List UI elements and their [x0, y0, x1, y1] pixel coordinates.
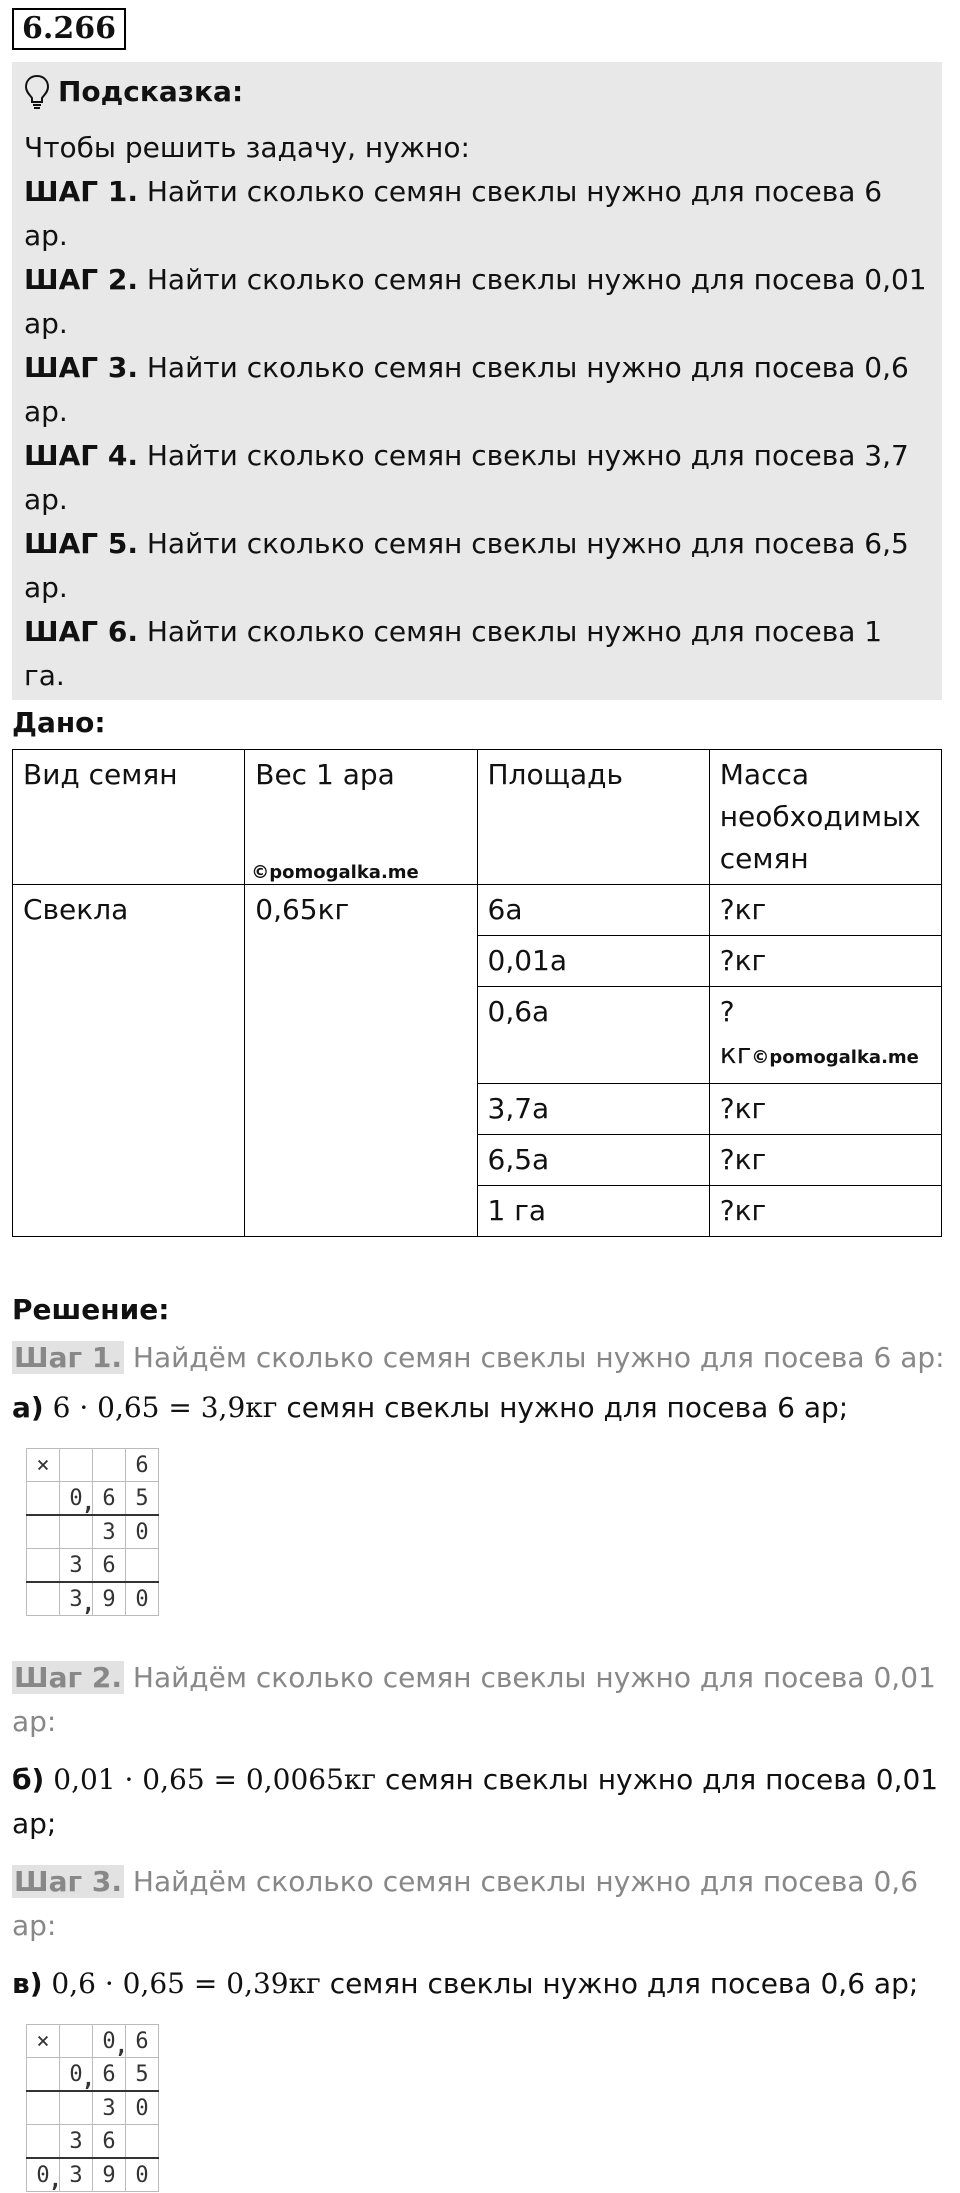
- formula-math: 0,6 · 0,65 = 0,39кг: [51, 1967, 321, 2000]
- calc-cell: 0: [126, 1515, 159, 1549]
- watermark: ©pomogalka.me: [751, 1047, 919, 1068]
- calc-cell: [27, 1515, 60, 1549]
- mass-cell: ?кг: [709, 936, 941, 987]
- calc-row: [27, 1515, 159, 1549]
- formula-math: 0,01 · 0,65 = 0,0065кг: [53, 1763, 377, 1796]
- formula-letter: а): [12, 1391, 44, 1424]
- solution-step-1-formula: [12, 1386, 948, 1430]
- area-cell: 6,5а: [477, 1135, 709, 1186]
- calc-cell: 3 ,: [60, 1582, 93, 1616]
- calc-cell: 6: [126, 2025, 159, 2058]
- calc-cell: 3: [60, 2125, 93, 2159]
- calc-cell: [27, 2058, 60, 2092]
- calc-cell: 6: [93, 1482, 126, 1516]
- area-cell: 0,6а: [477, 987, 709, 1084]
- formula-text: семян свеклы нужно для посева 6 ар;: [286, 1391, 849, 1424]
- header-mass: Масса необходимых семян: [709, 750, 941, 885]
- column-multiplication-2: [26, 2024, 159, 2192]
- given-label: Дано:: [12, 706, 106, 739]
- lightbulb-icon: [24, 74, 50, 110]
- formula-math: 6 · 0,65 = 3,9кг: [52, 1391, 278, 1424]
- calc-row: [27, 2125, 159, 2159]
- area-cell: 6а: [477, 885, 709, 936]
- seed-cell: Свекла: [13, 885, 245, 1237]
- given-table: [12, 749, 942, 1237]
- decimal-comma: ,: [81, 1592, 95, 1617]
- step-tag: Шаг 3.: [14, 1865, 122, 1898]
- header-weight-text: Вес 1 ара: [255, 758, 395, 791]
- solution-step-2-heading: [12, 1656, 948, 1744]
- calc-cell: 0 ,: [93, 2025, 126, 2058]
- header-weight: [245, 750, 477, 885]
- hint-intro: Чтобы решить задачу, нужно:: [24, 131, 470, 164]
- hint-step-2: ШАГ 2. Найти сколько семян свеклы нужно для посева 0,01 ар.: [24, 263, 927, 340]
- calc-cell: [60, 1515, 93, 1549]
- mass-cell: [709, 987, 941, 1084]
- calc-row: [27, 2058, 159, 2092]
- hint-title: [24, 70, 930, 114]
- watermark: ©pomogalka.me: [251, 862, 419, 883]
- column-multiplication-1: [26, 1448, 159, 1616]
- hint-step-6: ШАГ 6. Найти сколько семян свеклы нужно для посева 1 га.: [24, 615, 883, 692]
- hint-title-text: Подсказка:: [58, 75, 244, 108]
- calc-cell: 6: [93, 2125, 126, 2159]
- calc-row: [27, 1549, 159, 1583]
- calc-cell: 0: [126, 1582, 159, 1616]
- step-tag: Шаг 2.: [14, 1661, 122, 1694]
- mass-cell: ?кг: [709, 885, 941, 936]
- step-text: Найдём сколько семян свеклы нужно для посева 0,6 ар:: [12, 1865, 919, 1942]
- calc-cell: [27, 1582, 60, 1616]
- mass-value: ?кг: [719, 995, 752, 1070]
- solution-label: Решение:: [12, 1293, 170, 1326]
- calc-cell: [60, 1449, 93, 1482]
- formula-letter: б): [12, 1763, 45, 1796]
- calc-cell: 9: [93, 1582, 126, 1616]
- mass-cell: ?кг: [709, 1135, 941, 1186]
- calc-row: [27, 2025, 159, 2058]
- decimal-comma: ,: [81, 2067, 95, 2092]
- calc-row: [27, 2158, 159, 2192]
- calc-cell: [126, 1549, 159, 1583]
- decimal-comma: ,: [81, 1491, 95, 1516]
- area-cell: 1 га: [477, 1186, 709, 1237]
- calc-cell: 5: [126, 1482, 159, 1516]
- calc-cell: 3: [60, 2158, 93, 2192]
- step-text: Найдём сколько семян свеклы нужно для посева 6 ар:: [132, 1341, 945, 1374]
- calc-cell: 9: [93, 2158, 126, 2192]
- hint-step-1: ШАГ 1. Найти сколько семян свеклы нужно для посева 6 ар.: [24, 175, 883, 252]
- solution-step-1-heading: [12, 1336, 948, 1380]
- calc-cell: 0: [126, 2158, 159, 2192]
- calc-cell: 0 ,: [27, 2158, 60, 2192]
- mass-cell: ?кг: [709, 1084, 941, 1135]
- hint-step-3: ШАГ 3. Найти сколько семян свеклы нужно для посева 0,6 ар.: [24, 351, 909, 428]
- decimal-comma: ,: [48, 2168, 62, 2193]
- calc-cell: [27, 1549, 60, 1583]
- area-cell: 3,7а: [477, 1084, 709, 1135]
- formula-letter: в): [12, 1967, 43, 2000]
- calc-cell: [27, 2125, 60, 2159]
- area-cell: 0,01а: [477, 936, 709, 987]
- calc-cell: 0 ,: [60, 2058, 93, 2092]
- step-text: Найдём сколько семян свеклы нужно для посева 0,01 ар:: [12, 1661, 936, 1738]
- calc-cell: 5: [126, 2058, 159, 2092]
- calc-cell: 3: [93, 1515, 126, 1549]
- hint-step-4: ШАГ 4. Найти сколько семян свеклы нужно для посева 3,7 ар.: [24, 439, 909, 516]
- calc-cell: ×: [27, 2025, 60, 2058]
- mass-cell: ?кг: [709, 1186, 941, 1237]
- hint-step-5: ШАГ 5. Найти сколько семян свеклы нужно для посева 6,5 ар.: [24, 527, 909, 604]
- calc-row: [27, 1482, 159, 1516]
- task-number: 6.266: [12, 8, 126, 50]
- step-tag: Шаг 1.: [14, 1341, 122, 1374]
- calc-cell: 0 ,: [60, 1482, 93, 1516]
- formula-text: семян свеклы нужно для посева 0,01 ар;: [12, 1763, 939, 1840]
- calc-cell: 6: [93, 1549, 126, 1583]
- calc-row: [27, 1582, 159, 1616]
- header-area: Площадь: [477, 750, 709, 885]
- decimal-comma: ,: [114, 2034, 128, 2059]
- calc-cell: 3: [93, 2091, 126, 2125]
- calc-cell: [93, 1449, 126, 1482]
- calc-row: [27, 2091, 159, 2125]
- weight-cell: 0,65кг: [245, 885, 477, 1237]
- table-row: [13, 885, 942, 936]
- solution-step-2-formula: [12, 1758, 948, 1846]
- calc-cell: 6: [126, 1449, 159, 1482]
- calc-cell: 6: [93, 2058, 126, 2092]
- calc-cell: [60, 2091, 93, 2125]
- calc-cell: [126, 2125, 159, 2159]
- hint-box: [12, 62, 942, 700]
- calc-cell: [27, 1482, 60, 1516]
- solution-step-3-heading: [12, 1860, 948, 1948]
- calc-cell: [60, 2025, 93, 2058]
- header-seed: Вид семян: [13, 750, 245, 885]
- formula-text: семян свеклы нужно для посева 0,6 ар;: [329, 1967, 919, 2000]
- calc-cell: [27, 2091, 60, 2125]
- calc-cell: 3: [60, 1549, 93, 1583]
- calc-cell: 0: [126, 2091, 159, 2125]
- calc-cell: ×: [27, 1449, 60, 1482]
- table-header-row: [13, 750, 942, 885]
- solution-step-3-formula: [12, 1962, 948, 2006]
- calc-row: [27, 1449, 159, 1482]
